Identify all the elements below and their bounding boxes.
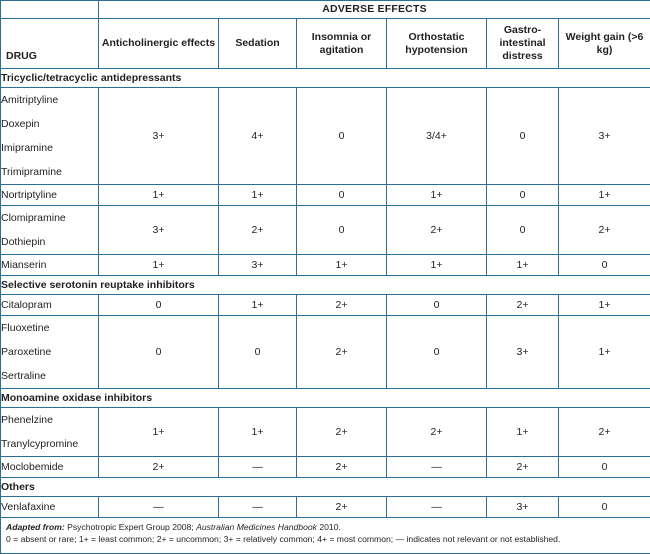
value-cell-insomnia: 2+: [297, 457, 387, 478]
drug-name: Dothiepin: [1, 230, 98, 254]
value-cell-orthostatic: 2+: [387, 408, 487, 457]
value-cell-gastrointestinal: 0: [487, 88, 559, 185]
table-row: [1, 408, 650, 457]
value-cell-insomnia: 0: [297, 88, 387, 185]
value-cell-gastrointestinal: 3+: [487, 316, 559, 389]
column-header-gastrointestinal: Gastro-intestinal distress: [487, 19, 559, 69]
table-row: [1, 88, 650, 185]
column-header-orthostatic: Orthostatic hypotension: [387, 19, 487, 69]
value-cell-orthostatic: 0: [387, 316, 487, 389]
table-notes: [1, 518, 650, 554]
drug-name: Trimipramine: [1, 160, 98, 184]
category-heading: Monoamine oxidase inhibitors: [1, 389, 650, 408]
drug-name: Fluoxetine: [1, 316, 98, 340]
value-cell-weight-gain: 1+: [559, 185, 650, 206]
value-cell-gastrointestinal: 0: [487, 206, 559, 255]
value-cell-anticholinergic: 0: [99, 316, 219, 389]
value-cell-anticholinergic: 1+: [99, 185, 219, 206]
drug-names-cell: [1, 206, 99, 255]
value-cell-gastrointestinal: 0: [487, 185, 559, 206]
value-cell-orthostatic: 3/4+: [387, 88, 487, 185]
value-cell-insomnia: 2+: [297, 408, 387, 457]
value-cell-sedation: 1+: [219, 185, 297, 206]
table-row: [1, 295, 650, 316]
value-cell-orthostatic: 1+: [387, 185, 487, 206]
value-cell-sedation: 4+: [219, 88, 297, 185]
value-cell-insomnia: 0: [297, 206, 387, 255]
value-cell-insomnia: 2+: [297, 497, 387, 518]
column-header-insomnia: Insomnia or agitation: [297, 19, 387, 69]
value-cell-weight-gain: 0: [559, 457, 650, 478]
table-row: [1, 206, 650, 255]
column-header-sedation: Sedation: [219, 19, 297, 69]
drug-name: Paroxetine: [1, 340, 98, 364]
drug-name: Phenelzine: [1, 408, 98, 432]
value-cell-anticholinergic: —: [99, 497, 219, 518]
drug-name: Imipramine: [1, 136, 98, 160]
value-cell-orthostatic: 2+: [387, 206, 487, 255]
value-cell-orthostatic: —: [387, 457, 487, 478]
value-cell-sedation: 1+: [219, 295, 297, 316]
value-cell-weight-gain: 0: [559, 255, 650, 276]
value-cell-insomnia: 1+: [297, 255, 387, 276]
value-cell-gastrointestinal: 1+: [487, 255, 559, 276]
adapted-source-1: Psychotropic Expert Group 2008;: [65, 522, 196, 532]
value-cell-gastrointestinal: 1+: [487, 408, 559, 457]
adapted-source-3: 2010.: [317, 522, 341, 532]
value-cell-anticholinergic: 3+: [99, 206, 219, 255]
value-cell-weight-gain: 2+: [559, 206, 650, 255]
value-cell-weight-gain: 1+: [559, 316, 650, 389]
value-cell-insomnia: 0: [297, 185, 387, 206]
drug-names-cell: [1, 408, 99, 457]
value-cell-anticholinergic: 2+: [99, 457, 219, 478]
value-cell-orthostatic: —: [387, 497, 487, 518]
drug-names-cell: [1, 88, 99, 185]
value-cell-sedation: —: [219, 457, 297, 478]
value-cell-orthostatic: 1+: [387, 255, 487, 276]
category-heading: Selective serotonin reuptake inhibitors: [1, 276, 650, 295]
drug-names-cell: [1, 497, 99, 518]
category-heading: Others: [1, 478, 650, 497]
value-cell-insomnia: 2+: [297, 295, 387, 316]
value-cell-weight-gain: 1+: [559, 295, 650, 316]
header-blank-cell: [1, 1, 99, 19]
adapted-source-2: Australian Medicines Handbook: [196, 522, 317, 532]
table-row: [1, 185, 650, 206]
value-cell-sedation: —: [219, 497, 297, 518]
column-header-weight-gain: Weight gain (>6 kg): [559, 19, 650, 69]
value-cell-gastrointestinal: 2+: [487, 457, 559, 478]
drug-names-cell: [1, 295, 99, 316]
category-heading: Tricyclic/tetracyclic antidepressants: [1, 69, 650, 88]
drug-name: Citalopram: [1, 295, 98, 315]
value-cell-sedation: 1+: [219, 408, 297, 457]
table-row: [1, 316, 650, 389]
drug-name: Tranylcypromine: [1, 432, 98, 456]
value-cell-sedation: 2+: [219, 206, 297, 255]
drug-name: Doxepin: [1, 112, 98, 136]
drug-names-cell: [1, 316, 99, 389]
drug-names-cell: [1, 255, 99, 276]
drug-name: Nortriptyline: [1, 185, 98, 205]
table-body: [1, 69, 650, 518]
value-cell-anticholinergic: 3+: [99, 88, 219, 185]
value-cell-anticholinergic: 1+: [99, 255, 219, 276]
legend-note: 0 = absent or rare; 1+ = least common; 2+ = uncommon; 3+ = relatively common; 4+ = most common; — indicates not relevant or not established.: [6, 533, 645, 545]
drug-name: Moclobemide: [1, 457, 98, 477]
value-cell-weight-gain: 0: [559, 497, 650, 518]
value-cell-gastrointestinal: 2+: [487, 295, 559, 316]
drug-name: Venlafaxine: [1, 497, 98, 517]
drug-name: Amitriptyline: [1, 88, 98, 112]
adapted-from-note: [6, 521, 645, 533]
adverse-effects-group-header: ADVERSE EFFECTS: [99, 1, 650, 19]
value-cell-orthostatic: 0: [387, 295, 487, 316]
value-cell-sedation: 0: [219, 316, 297, 389]
drug-name: Mianserin: [1, 255, 98, 275]
drug-name: Clomipramine: [1, 206, 98, 230]
drug-column-header: DRUG: [1, 19, 99, 69]
value-cell-gastrointestinal: 3+: [487, 497, 559, 518]
value-cell-weight-gain: 3+: [559, 88, 650, 185]
value-cell-insomnia: 2+: [297, 316, 387, 389]
drug-name: Sertraline: [1, 364, 98, 388]
table-row: [1, 255, 650, 276]
value-cell-anticholinergic: 0: [99, 295, 219, 316]
table-row: [1, 497, 650, 518]
drug-names-cell: [1, 457, 99, 478]
column-header-anticholinergic: Anticholinergic effects: [99, 19, 219, 69]
value-cell-anticholinergic: 1+: [99, 408, 219, 457]
value-cell-weight-gain: 2+: [559, 408, 650, 457]
drug-names-cell: [1, 185, 99, 206]
table-row: [1, 457, 650, 478]
value-cell-sedation: 3+: [219, 255, 297, 276]
adapted-from-label: Adapted from:: [6, 522, 65, 532]
